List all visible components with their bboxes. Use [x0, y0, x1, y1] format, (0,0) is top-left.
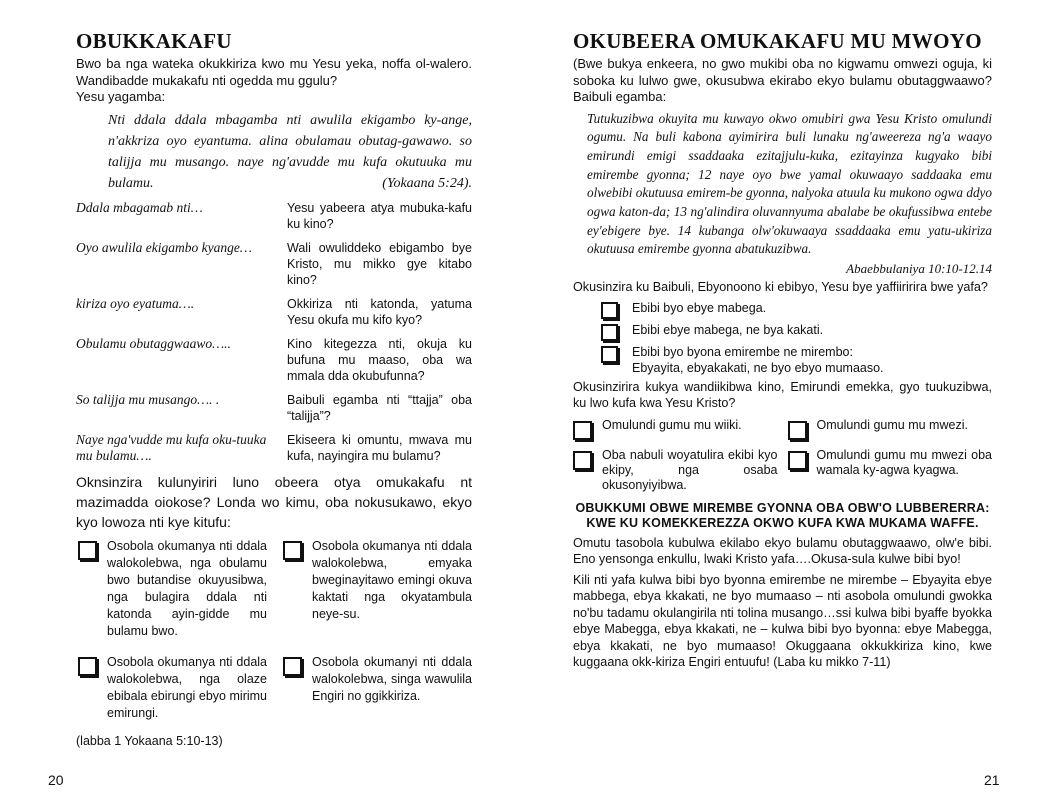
option-text: Omulundi gumu mu mwezi. — [816, 417, 968, 432]
option-text: Osobola okumanyi nti ddala walokolebwa, singa wawulila Engiri no ggikkiriza. — [312, 654, 472, 703]
left-column — [76, 28, 472, 748]
option-text: Osobola okumanya nti ddala walokolebwa, emyaka bweginayitawo emingi okuva kaktati nga okyatambula neye-su. — [312, 538, 472, 621]
answer-option[interactable] — [788, 448, 993, 493]
phrase: Oyo awulila ekigambo kyange… — [76, 239, 252, 255]
explanation: Ekiseera ki omuntu, mwava mu kufa, nayingira mu bulamu? — [287, 432, 472, 463]
answer-options — [76, 538, 472, 722]
question-text: Oknsinzira kulunyiriri luno obeera otya omukakafu nt mazimadda oiokose? Londa wo kimu, oba nokusukawo, ekyo kyo lowoza nti kye kitufu: — [76, 473, 472, 530]
answer-option[interactable] — [76, 538, 267, 640]
option-text: Osobola okumanya nti ddala walokolebwa, nga olaze ebibala ebirungi ebyo mirimu emirungi. — [107, 654, 267, 720]
checkbox-icon[interactable] — [573, 451, 592, 470]
checkbox-icon[interactable] — [788, 451, 807, 470]
answer-option[interactable] — [788, 418, 993, 440]
checkbox-icon[interactable] — [78, 657, 97, 676]
footnote-reference: (labba 1 Yokaana 5:10-13) — [76, 733, 223, 748]
answer-option[interactable] — [573, 418, 778, 440]
section-heading: OBUKKUMI OBWE MIREMBE GYONNA OBA OBW'O LUBBERERRA: KWE KU KOMEKKEREZZA OKWO KUFA KWA MUKAMA WAFFE. — [575, 500, 990, 530]
checklist-item[interactable] — [601, 322, 992, 341]
option-text: Osobola okumanya nti ddala walokolebwa, nga obulamu bwo butandise okuyusibwa, nga bulagira ddala nti katonda ayin-gidde mu bulamu bwo. — [107, 538, 267, 638]
option-text: Oba nabuli woyatulira ekibi kyo ekipy, nga osaba okusonyiyibwa. — [602, 447, 778, 492]
answer-option[interactable] — [573, 448, 778, 493]
answer-options — [573, 418, 992, 493]
phrase: Ddala mbagamab nti… — [76, 199, 203, 215]
sin-checklist — [601, 300, 992, 376]
jesus-said-text: Yesu yagamba: — [76, 89, 166, 104]
quote-reference: (Yokaana 5:24). — [382, 175, 472, 191]
quote-reference: Abaebbulaniya 10:10-12.14 — [846, 261, 992, 277]
checkbox-icon[interactable] — [78, 541, 97, 560]
checkbox-icon[interactable] — [788, 421, 807, 440]
checkbox-icon[interactable] — [601, 302, 618, 319]
checklist-text: Ebibi byo byona emirembe ne mirembo: Ebyayita, ebyakakati, ne byo ebyo mumaaso. — [632, 344, 884, 375]
left-page — [0, 0, 522, 808]
question-text: Okusinzirira kukya wandiikibwa kino, Emirundi emekka, gyo tuukuzibwa, ku lwo kufa kwa Yesu Kristo? — [573, 379, 992, 411]
explanation: Baibuli egamba nti “ttajja” oba “talijja”? — [287, 392, 472, 423]
scripture-quote — [108, 110, 472, 194]
right-page — [522, 0, 1045, 808]
page-title: OKUBEERA OMUKAKAFU MU MWOYO — [573, 29, 982, 53]
scripture-quote: Tutukuzibwa okuyita mu kuwayo okwo omubiri gwa Yesu Kristo omulundi ogumu. Na buli kabona ayimirira buli lunaku ng'aweereza ng'a waayo emirundi emigi ssaddaaka ezitajjulu-kuka, ezitayinza kugyako bibi emirembe gyonna; 12 naye oyo bwe yamal okuwaayo saddaaka emu olwebibi okutuusa emirem-be gyonna, nalyoka atuula ku mukono ogwa ddyo ogwa katon-da; 13 ng'alindira oluvannyuma abalabe be okufussibwa entebe ey'ebigere bye. 14 kubanga olw'okuwaaya ssaddaaka emu yatu-ukiriza okutuusa emirembe gyonna abatukuzibwa. — [587, 110, 992, 257]
answer-option[interactable] — [281, 654, 472, 722]
phrase: So talijja mu musango…. . — [76, 391, 220, 407]
phrase: kiriza oyo eyatuma…. — [76, 295, 195, 311]
answer-option[interactable] — [76, 654, 267, 722]
checkbox-icon[interactable] — [573, 421, 592, 440]
phrase-row — [76, 392, 472, 424]
explanation: Okkiriza nti katonda, yatuma Yesu okufa mu kifo kyo? — [287, 296, 472, 327]
intro-text: (Bwe bukya enkeera, no gwo mukibi oba no kigwamu omwezi oguja, ki soboka ku lulwo gwe, okusubwa ekirabo ekyo bulamu obutaggwaawo? Baibuli egamba: — [573, 56, 992, 104]
option-text: Omulundi gumu mu mwezi oba wamala ky-agwa kyagwa. — [816, 447, 992, 477]
question-text: Okusinzira ku Baibuli, Ebyonoono ki ebibyo, Yesu bye yaffiiririra bwe yafa? — [573, 280, 988, 295]
checkbox-icon[interactable] — [283, 541, 302, 560]
page-title: OBUKKAKAFU — [76, 29, 232, 53]
checkbox-icon[interactable] — [283, 657, 302, 676]
phrase-explanation-list — [76, 200, 472, 464]
checklist-text: Ebibi byo ebye mabega. — [632, 300, 767, 315]
body-paragraph: Omutu tasobola kubulwa ekilabo ekyo bulamu obutaggwaawo, olw'e bibi. Eno yensonga enkullu, lwaki Kristo yafa….Okusa-sula kulwe bibi byo! — [573, 535, 992, 567]
page-number: 21 — [984, 772, 1000, 788]
page-number: 20 — [48, 772, 64, 788]
checklist-item[interactable] — [601, 300, 992, 319]
phrase-row — [76, 240, 472, 288]
explanation: Yesu yabeera atya mubuka-kafu ku kino? — [287, 200, 472, 231]
phrase-row — [76, 336, 472, 384]
checklist-text: Ebibi ebye mabega, ne bya kakati. — [632, 322, 824, 337]
quote-text: Nti ddala ddala mbagamba nti awulila ekigambo ky-ange, n'akkriza oyo eyantuma. alina obulamau obutag-gawawo. so talijja mu musango. naye ng'avudde mu kufa okutuuka mu bulamu. — [108, 112, 472, 191]
option-text: Omulundi gumu mu wiiki. — [602, 417, 742, 432]
phrase: Obulamu obutaggwaawo….. — [76, 335, 231, 351]
checklist-item[interactable] — [601, 344, 992, 376]
explanation: Kino kitegezza nti, okuja ku bufuna mu maaso, oba wa mmala dda okubufunna? — [287, 336, 472, 383]
intro-text: Bwo ba nga wateka okukkiriza kwo mu Yesu yeka, noffa ol-walero. Wandibadde mukakafu nti ogedda mu ggulu? — [76, 56, 472, 88]
phrase-row — [76, 432, 472, 464]
checkbox-icon[interactable] — [601, 346, 618, 363]
phrase-row — [76, 200, 472, 232]
answer-option[interactable] — [281, 538, 472, 640]
body-paragraph: Kili nti yafa kulwa bibi byo byonna emirembe ne mirembe – Ebyayita ebye mabbega, ebya kkakati, ne byo mumaaso – nti asobola omulundi gwokka no'bu tadamu okulangirila nti tolina musango…ssi kulwa bibi byaffe byokka ebye Mabegga, ebya kkakati, ne – kulwa bibi byo byonna: ebye Mabegga, ebya kkakati, ne byo mumaaso! Okuggaana okkukkiriza kino, kwe kuggaana okk-kiriza Engiri entuufu! (Laba ku mikko 7-11) — [573, 572, 992, 670]
phrase: Naye nga'vudde mu kufa oku-tuuka mu bulamu…. — [76, 431, 267, 463]
phrase-row — [76, 296, 472, 328]
right-column — [573, 28, 992, 675]
explanation: Wali owuliddeko ebigambo bye Kristo, mu mikko gye kitabo kino? — [287, 240, 472, 287]
checkbox-icon[interactable] — [601, 324, 618, 341]
